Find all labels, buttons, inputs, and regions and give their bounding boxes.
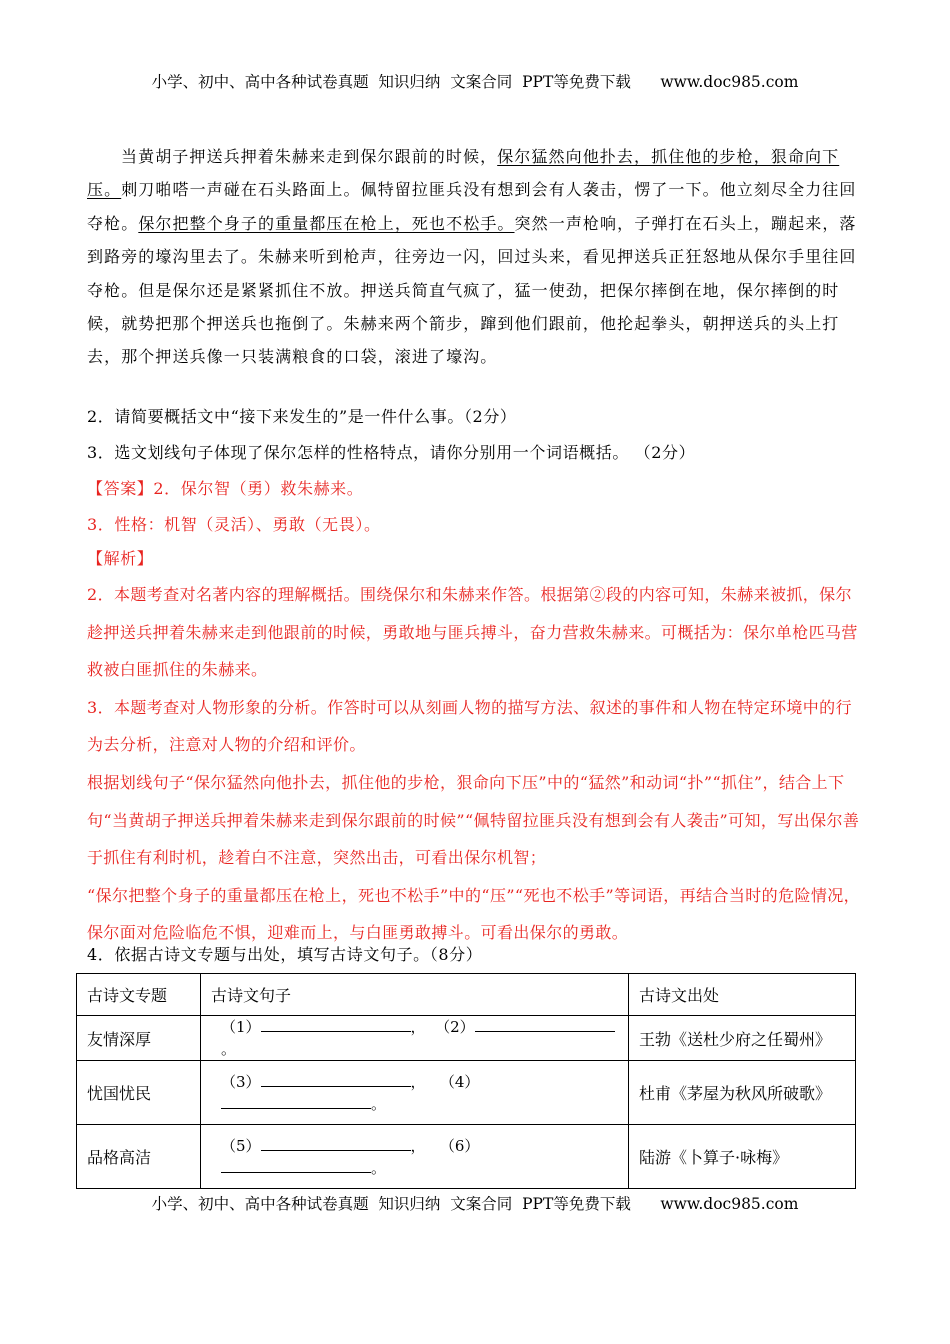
answer-2: 【答案】2．保尔智（勇）救朱赫来。 [87,479,364,498]
blank-label: （6） [439,1136,480,1155]
blank-line-2[interactable] [475,1017,615,1032]
punct: ， [410,1136,426,1155]
header-cell: 古诗文句子 [201,974,629,1016]
topic-cell: 忧国忧民 [77,1061,201,1125]
punct: 。 [371,1094,387,1113]
answer-3: 3．性格：机智（灵活）、勇敢（无畏）。 [87,515,381,534]
blank-label: （3） [221,1072,261,1091]
question-3: 3．选文划线句子体现了保尔怎样的性格特点，请你分别用一个词语概括。 （2分） [87,443,696,462]
blank-line-3[interactable] [261,1072,411,1087]
poetry-table [76,973,856,1189]
blank-line-5[interactable] [261,1136,411,1151]
header-cell: 古诗文出处 [629,974,856,1016]
passage-text: 当黄胡子押送兵押着朱赫来走到保尔跟前的时候， [121,147,498,166]
analysis-paragraph: “保尔把整个身子的重量都压在枪上，死也不松手”中的“压”“死也不松手”等词语，再结合当时的危险情况，保尔面对危险临危不惧，迎难而上，与白匪勇敢搏斗。可看出保尔的勇敢。 [87,885,861,943]
underlined-sentence-2: 保尔把整个身子的重量都压在枪上，死也不松手。 [138,213,515,233]
underlined-sentence-1: 保尔猛然向他扑去，抓住他的步枪，狠命向下压。 [87,147,840,200]
topic-cell: 品格高洁 [77,1125,201,1189]
table-row [77,1061,856,1125]
table-row [77,1016,856,1061]
blank-label: （2） [435,1018,475,1036]
analysis-paragraph: 3．本题考查对人物形象的分析。作答时可以从刻画人物的描写方法、叙述的事件和人物在特定环境中的行为去分析，注意对人物的介绍和评价。 [87,697,852,755]
sentence-cell [201,1061,629,1125]
punct: 。 [221,1040,237,1058]
blank-line-1[interactable] [261,1017,411,1032]
question-4: 4．依据古诗文专题与出处，填写古诗文句子。（8分） [87,945,483,964]
blank-label: （4） [439,1072,480,1091]
passage-text: 突然一声枪响，子弹打在石头上，蹦起来，落到路旁的壕沟里去了。朱赫来听到枪声，往旁边一闪，回过头来，看见押送兵正狂怒地从保尔手里往回夺枪。但是保尔还是紧紧抓住不放。押送兵简直气疯了，猛一使劲，把保尔摔倒在地，保尔摔倒的时候，就势把那个押送兵也拖倒了。朱赫来两个箭步，蹿到他们跟前，他抡起拳头，朝押送兵的头上打去，那个押送兵像一只装满粮食的口袋，滚进了壕沟。 [87,213,857,367]
page-header: 小学、初中、高中各种试卷真题 知识归纳 文案合同 PPT等免费下载 www.doc985.com [151,73,799,91]
table-header-row [77,974,856,1016]
source-cell: 杜甫《茅屋为秋风所破歌》 [629,1061,856,1125]
passage-text: 刺刀啪嗒一声碰在石头路面上。佩特留拉匪兵没有想到会有人袭击，愣了一下。他立刻尽全力往回夺枪。 [87,180,857,233]
header-cell: 古诗文专题 [77,974,201,1016]
blank-line-6[interactable] [221,1158,371,1173]
sentence-cell [201,1016,629,1061]
sentence-cell [201,1125,629,1189]
punct: 。 [371,1158,387,1177]
analysis-body [87,576,865,952]
analysis-paragraph: 2．本题考查对名著内容的理解概括。围绕保尔和朱赫来作答。根据第②段的内容可知，朱赫来被抓，保尔趁押送兵押着朱赫来走到他跟前的时候，勇敢地与匪兵搏斗，奋力营救朱赫来。可概括为：保尔单枪匹马营救被白匪抓住的朱赫来。 [87,585,858,680]
blank-label: （5） [221,1136,261,1155]
page-footer: 小学、初中、高中各种试卷真题 知识归纳 文案合同 PPT等免费下载 www.doc985.com [151,1195,799,1213]
source-cell: 王勃《送杜少府之任蜀州》 [629,1016,856,1061]
source-cell: 陆游《卜算子·咏梅》 [629,1125,856,1189]
blank-label: （1） [221,1018,261,1036]
table-row [77,1125,856,1189]
analysis-heading: 【解析】 [87,549,154,568]
question-2: 2．请简要概括文中“接下来发生的”是一件什么事。（2分） [87,407,517,426]
punct: ， [410,1072,426,1091]
blank-line-4[interactable] [221,1094,371,1109]
punct: ， [410,1018,426,1036]
topic-cell: 友情深厚 [77,1016,201,1061]
analysis-paragraph: 根据划线句子“保尔猛然向他扑去，抓住他的步枪，狠命向下压”中的“猛然”和动词“扑”“抓住”，结合上下句“当黄胡子押送兵押着朱赫来走到保尔跟前的时候”“佩特留拉匪兵没有想到会有人袭击”可知，写出保尔善于抓住有利时机，趁着白不注意，突然出击，可看出保尔机智； [87,772,860,868]
reading-passage [87,140,859,374]
